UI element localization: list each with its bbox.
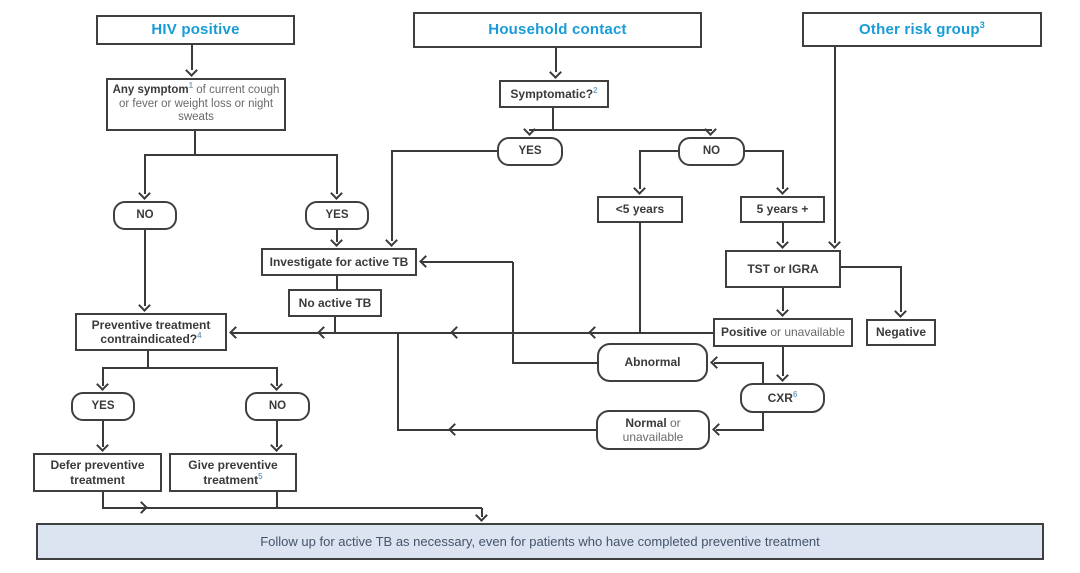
decision-label: NO — [136, 208, 154, 221]
node-label: 5 years + — [756, 202, 809, 217]
arrow-left-icon — [448, 423, 461, 436]
arrow-down-icon — [138, 299, 151, 312]
connector — [391, 151, 393, 241]
node-any-symptom — [106, 78, 286, 131]
connector — [529, 129, 712, 131]
arrow-left-icon — [710, 356, 723, 369]
header-label: Other risk group$^3$ — [859, 19, 985, 38]
node-label: Abnormal — [624, 355, 681, 370]
node-investigate-active-tb — [261, 248, 417, 276]
decision-label: NO — [268, 399, 287, 412]
connector — [147, 351, 149, 368]
node-cxr-normal-or-unavailable — [596, 410, 710, 450]
node-give-preventive-treatment — [169, 453, 297, 492]
decision-yes-household — [497, 137, 563, 166]
node-preventive-treatment-contraindicated — [75, 313, 227, 351]
node-label: <5 years — [615, 202, 665, 217]
arrow-down-icon — [776, 304, 789, 317]
connector — [552, 108, 554, 131]
node-label: TST or IGRA — [747, 261, 819, 276]
node-label: Normal or unavailable — [622, 415, 684, 444]
arrow-left-icon — [712, 423, 725, 436]
connector — [422, 261, 513, 263]
connector — [102, 367, 278, 369]
decision-label: YES — [325, 208, 349, 221]
node-label: Symptomatic?$^2$ — [510, 85, 598, 101]
connector — [391, 150, 497, 152]
arrow-left-icon — [450, 326, 463, 339]
arrow-left-icon — [588, 326, 601, 339]
node-label: Any symptom$^1$ of current cough or fever or weight loss or night sweats — [112, 81, 280, 124]
decision-no-household — [678, 137, 745, 166]
node-defer-preventive-treatment — [33, 453, 162, 492]
connector — [639, 150, 678, 152]
arrow-down-icon — [704, 123, 717, 136]
node-under-5-years — [597, 196, 683, 223]
arrow-down-icon — [330, 187, 343, 200]
connector — [512, 362, 598, 364]
connector — [512, 262, 514, 363]
arrow-down-icon — [96, 378, 109, 391]
node-symptomatic — [499, 80, 609, 108]
node-cxr — [740, 383, 825, 413]
decision-no-contraindicated — [245, 392, 310, 421]
decision-label: YES — [91, 399, 115, 412]
connector — [762, 363, 764, 384]
header-other-risk-group — [802, 12, 1042, 47]
node-label: Preventive treatment contraindicated?$^4$ — [91, 317, 211, 346]
connector — [336, 276, 338, 290]
connector — [144, 154, 338, 156]
arrow-down-icon — [549, 66, 562, 79]
node-label: Positive or unavailable — [720, 325, 846, 340]
decision-no-hiv-symptom — [113, 201, 177, 230]
header-label: Household contact — [488, 21, 627, 39]
header-household-contact — [413, 12, 702, 48]
node-5-years-plus — [740, 196, 825, 223]
node-label: Defer preventive treatment — [50, 458, 145, 487]
node-positive-or-unavailable — [713, 318, 853, 347]
arrow-down-icon — [523, 123, 536, 136]
header-hiv-positive — [96, 15, 295, 45]
connector — [194, 131, 196, 155]
connector — [639, 223, 641, 334]
decision-label: YES — [518, 144, 542, 157]
connector — [102, 507, 482, 509]
node-label: No active TB — [298, 295, 372, 310]
arrow-down-icon — [270, 378, 283, 391]
arrow-down-icon — [828, 236, 841, 249]
arrow-down-icon — [894, 305, 907, 318]
decision-label: NO — [702, 144, 721, 157]
node-label: CXR$^6$ — [767, 389, 798, 405]
node-label: Negative — [875, 325, 927, 340]
node-cxr-abnormal — [597, 343, 708, 382]
arrow-down-icon — [270, 439, 283, 452]
node-tst-or-igra — [725, 250, 841, 288]
arrow-down-icon — [776, 236, 789, 249]
node-no-active-tb — [288, 289, 382, 317]
connector — [231, 332, 713, 334]
node-label: Investigate for active TB — [269, 254, 409, 269]
arrow-down-icon — [330, 234, 343, 247]
arrow-down-icon — [138, 187, 151, 200]
connector — [397, 429, 596, 431]
arrow-left-icon — [317, 326, 330, 339]
arrow-down-icon — [185, 64, 198, 77]
connector — [144, 230, 146, 306]
decision-yes-hiv-symptom — [305, 201, 369, 230]
arrow-right-icon — [135, 501, 148, 514]
arrow-down-icon — [475, 509, 488, 522]
header-label: HIV positive — [151, 21, 240, 39]
arrow-down-icon — [776, 182, 789, 195]
arrow-down-icon — [385, 234, 398, 247]
arrow-left-icon — [419, 255, 432, 268]
connector — [840, 266, 902, 268]
follow-up-banner — [36, 523, 1044, 560]
connector — [744, 150, 784, 152]
arrow-down-icon — [776, 369, 789, 382]
connector — [834, 47, 836, 243]
arrow-down-icon — [96, 439, 109, 452]
decision-yes-contraindicated — [71, 392, 135, 421]
follow-up-text: Follow up for active TB as necessary, even for patients who have completed preventive treatment — [260, 534, 820, 549]
arrow-down-icon — [633, 182, 646, 195]
node-negative — [866, 319, 936, 346]
connector — [397, 333, 399, 431]
arrow-left-icon — [229, 326, 242, 339]
node-label: Give preventive treatment$^5$ — [188, 458, 278, 487]
